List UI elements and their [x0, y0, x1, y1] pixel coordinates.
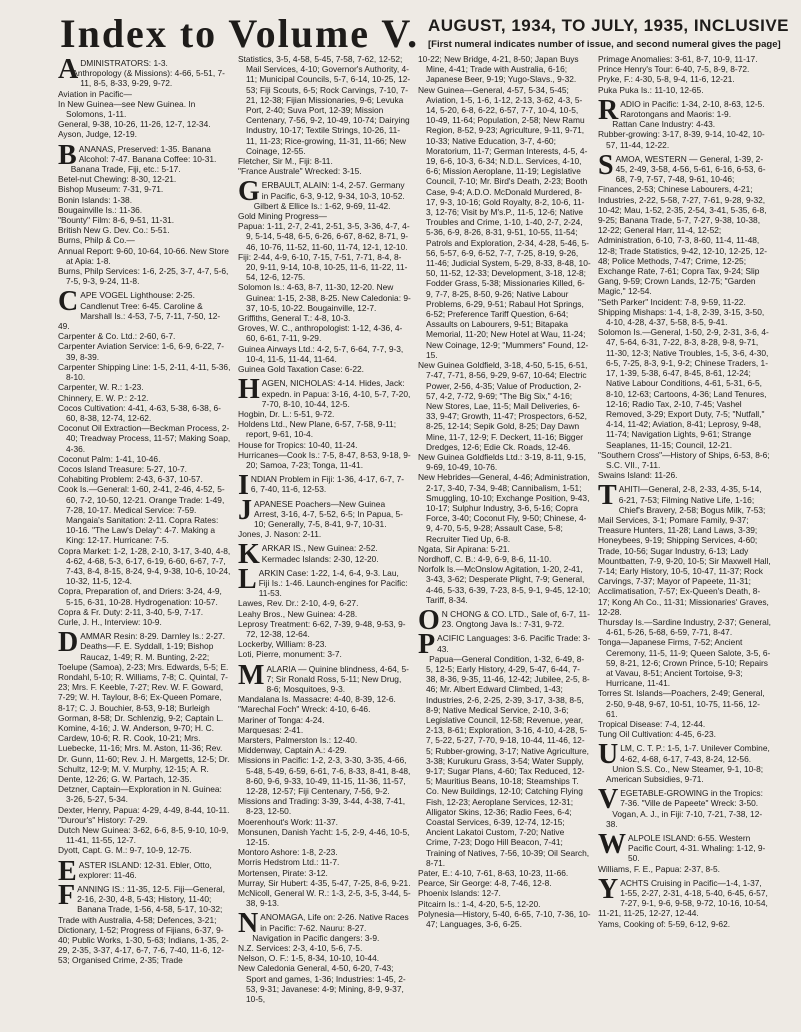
index-entry — [58, 184, 231, 194]
entry-text: N.Z. Services: 2-3, 4-10, 5-6, 7-5. — [238, 943, 363, 954]
entry-text: Cook Is.—General: 1-60, 2-41, 2-46, 4-52, 5-60, 7-2, 10-50, 12-21. Orange Trade: 1-49, 7-28, 10-17. Medical Service: 7-59. Mangaia's Sanitation: 2-11. Copra Rates: 10-16. "The Law's Delay": 4-7. Making a King: 12-17. Hurricane: 7-5. — [58, 484, 225, 546]
entry-text: Phoenix Islands: 12-7. — [418, 888, 501, 899]
index-entry — [58, 174, 231, 184]
index-section-entry — [58, 855, 231, 887]
entry-text: Carpenter & Co. Ltd.: 2-60, 6-7. — [58, 331, 176, 342]
index-entry — [418, 554, 591, 564]
index-entry — [238, 796, 411, 816]
entry-text: Cohabiting Problem: 2-43, 6-37, 10-57. — [58, 474, 203, 485]
entry-text: ALPOLE ISLAND: 6-55. Western Pacific Court, 4-31. Whaling: 1-12, 9-50. — [628, 833, 766, 864]
index-entry — [238, 953, 411, 963]
entry-text: Marsters, Palmerston Is.: 12-40. — [238, 735, 358, 745]
entry-text: AHITI—General, 2-8, 2-33, 4-35, 5-14, 6-21, 7-53; Filming Native Life, 1-16; Chief's Bravery, 2-58; Bogus Milk, 7-53; Mail Services, 3-1; Pomare Family, 9-37; Treasure Hunters, 11-28; Land Laws, 3-39; Honeybees, 9-19; Shipping Services, 4-60; Trade, 10-56; Sugar Industry, 6-13; Lady Mountbatten, 7-9, 9-20, 10-5; Sir Maxwell Hall, 7-14; Early History, 10-5, 10-47, 11-37; Rock Carvings, 7-37; Mayor of Papeete, 11-31; Acclimatisation, 7-57; Ex-Queen's Death, 8-17; Kong Ah Co., 11-31; Missionaries' Graves, 12-28. — [598, 484, 771, 617]
entry-text: APE VOGEL Lighthouse: 2-25. Candlenut Tree: 6-45. Caroline & Marshall Is.: 4-53, 7-5, 7-11, 7-50, 12-49. — [58, 290, 221, 332]
entry-text: Copra Market: 1-2, 1-28, 2-10, 3-17, 3-40, 4-8, 4-62, 4-68, 5-3, 6-17, 6-19, 6-60, 6-67, 7-7, 7-43, 8-4, 8-15, 8-24, 9-4, 9-38, 10-6, 10-24, 10-32, 11-5, 12-4. — [58, 545, 231, 587]
entry-text: Mariner of Tonga: 4-24. — [238, 714, 325, 725]
index-entry — [238, 221, 411, 252]
index-entry — [238, 933, 411, 943]
drop-cap-letter: K — [238, 539, 260, 571]
entry-text: Griffiths, General T.: 4-8, 10-3. — [238, 313, 351, 324]
entry-text: Papua—General Condition, 1-32, 6-49, 8-5, 12-5; Early History, 4-29, 5-47, 6-44, 7-38, 8-36, 9-35, 11-46, 12-42; Jubilee, 2-5, 8-46; Mr. Albert Edward Climbed, 1-43; Industries, 2-6, 2-25, 2-39, 3-17, 3-38, 8-5, 8-9; Native Medical Service, 2-10, 3-6; Legislative Council, 12-58; Revenue, year, 2-13, 8-61; Exploration, 3-16, 4-10, 4-28, 5-7, 5-22, 5-27, 7-70, 9-18, 10-44, 11-46, 12-5; Rubber-growing, 3-17; Native Agriculture, 3-38; Kurukuru Grass, 3-54; Water Supply, 9-17; Sugar Plans, 4-60; Tax Reduced, 12-5; Mauritius Beans, 10-18; Steamships T. Co. New Buildings, 12-10; Catching Flying Fish, 12-23; Aeroplane Services, 12-31; Alligator Skins, 12-36; Radio Fees, 6-4; Coastal Services, 6-39, 12-74, 12-15; Ancient Lakatoi Custom, 7-20; Native Crime, 7-23; Dogo Hill Beacon, 7-41; Training of Natives, 7-56, 10-39; Oil Search, 8-71. — [426, 653, 590, 868]
entry-text: Betel-nut Chewing: 8-30, 12-21. — [58, 174, 177, 185]
numbering-note: [First numeral indicates number of issue, and second numeral gives the page] — [428, 39, 781, 50]
index-entry — [238, 313, 411, 323]
drop-cap-letter: P — [418, 629, 436, 661]
index-entry — [238, 715, 411, 725]
entry-text: ERBAULT, ALAIN: 1-4, 2-57. Germany in Pacific, 6-3, 9-12, 9-34, 10-3, 10-52. — [261, 180, 405, 201]
index-entry — [58, 331, 231, 341]
index-column-3 — [418, 54, 591, 1026]
index-entry — [238, 409, 411, 419]
entry-text: Curle, J. H., Interview: 10-9. — [58, 616, 162, 627]
entry-text: Dexter, Henry, Papua: 4-29, 4-49, 8-44, 10-11. — [58, 804, 230, 815]
entry-text: Gold Mining Progress— — [238, 211, 327, 222]
date-range: AUGUST, 1934, TO JULY, 1935, INCLUSIVE — [428, 16, 790, 35]
entry-text: "Durour's" History: 7-29. — [58, 814, 148, 825]
entry-text: Aviation in Pacific— — [58, 88, 132, 99]
index-entry — [238, 529, 411, 539]
entry-text: Fletcher, Sir M., Fiji: 8-11. — [238, 156, 333, 167]
index-entry — [598, 764, 771, 784]
entry-text: Chinnery, E. W. P.: 2-12. — [58, 392, 149, 403]
entry-text: 10-22; New Bridge, 4-21, 8-50; Japan Buys Mine, 4-41; Trade with Australia, 6-16; Japanese Beer, 9-19; Yugo-Slavs., 9-32. — [418, 54, 579, 85]
entry-text: British New G. Dev. Co.: 5-51. — [58, 225, 170, 236]
index-entry — [598, 470, 771, 480]
entry-text: New Hebrides—General, 4-46; Administration, 2-17, 3-40, 7-34, 9-48; Cannibalism, 1-51; Smuggling, 10-10; Exchange Position, 9-43, 10-17; Sulphur Industry, 3-6, 5-16; Copra Force, 3-40; Coconut Fly, 9-50; Chinese, 4-9, 4-70, 5-5, 9-28; Assault Case, 5-8; Recruiter Tied Up, 6-8. — [418, 472, 590, 544]
index-entry — [418, 899, 591, 909]
drop-cap-letter: F — [58, 880, 76, 912]
index-entry — [598, 119, 771, 129]
entry-text: ADIO in Pacific: 1-34, 2-10, 8-63, 12-5. Rarotongans and Maoris: 1-9. — [620, 98, 765, 120]
entry-text: Murray, Sir Hubert: 4-35, 5-47, 7-25, 8-6, 9-21. — [238, 877, 411, 888]
entry-text: Solomon Is.—General, 1-50, 2-9, 2-31, 3-6, 4-47, 5-64, 6-31, 7-22, 8-3, 8-28, 9-8, 9-71, 11-30, 12-3; Native Troubles, 1-5, 3-6, 4-30, 6-5, 7-25, 8-3, 9-1, 9-2; Chinese Traders, 1-17, 1-39, 5-38, 6-47, 8-45, 8-61, 12-24; Native Labour Conditions, 4-61, 5-31, 6-5, 8-10, 12-63; Cartoons, 4-36; Land Tenures, 12-16; Radio Tax, 2-10, 7-45; Vashel Removed, 3-29; Export Duty, 7-5; "Nutfall," 4-14, 11-42; Aviation, 8-41; Leprosy, 9-48, 11-74; Navigation Lights, 9-61; Strange Seaplanes, 11-15; Council, 12-21. — [598, 327, 769, 450]
index-entry — [418, 472, 591, 543]
index-entry — [58, 164, 231, 174]
entry-text: Bougainville Is.: 11-36. — [58, 204, 143, 215]
index-entry — [58, 195, 231, 205]
index-entry — [58, 474, 231, 484]
entry-text: Papua: 1-11, 2-7, 2-41, 2-51, 3-5, 3-36, 4-7, 4-9, 5-14, 5-48, 6-5, 6-26, 6-67, 8-62, 8-71, 9-46, 10-76, 11-52, 11-60, 11-74, 12-1, 12-10. — [238, 221, 410, 252]
index-entry — [58, 266, 231, 286]
index-entry — [418, 878, 591, 888]
drop-cap-letter: E — [58, 855, 77, 887]
index-entry — [58, 341, 231, 361]
index-entry — [58, 246, 231, 266]
index-section-entry — [598, 784, 771, 816]
entry-text: Solomon Is.: 4-63, 8-7, 11-30, 12-20. New Guinea: 1-15, 2-38, 8-25. New Caledonia: 9-37, 10-5, 10-22. Bougainville, 12-7. — [238, 282, 411, 313]
entry-text: Williams, F. E., Papua: 2-37, 8-5. — [598, 863, 720, 874]
drop-cap-letter: U — [598, 739, 619, 771]
drop-cap-letter: H — [238, 374, 260, 406]
entry-text: Carpenter Shipping Line: 1-5, 2-11, 4-11, 5-36, 8-10. — [58, 361, 231, 383]
entry-text: EGETABLE-GROWING in the Tropics: 7-36. "Ville de Papeete" Wreck: 3-50. — [620, 788, 763, 809]
drop-cap-letter: G — [238, 176, 260, 208]
index-section-entry — [238, 659, 411, 695]
entry-text: Anthropology (& Missions): 4-66, 5-51, 7-11, 8-5, 8-33, 9-29, 9-72. — [72, 68, 225, 89]
index-entry — [238, 156, 411, 166]
index-section-entry — [58, 627, 231, 785]
index-entry — [58, 129, 231, 139]
entry-text: Rubber-growing: 3-17, 8-39, 9-14, 10-42, 10-57, 11-44, 12-22. — [598, 129, 765, 150]
entry-text: Thursday Is.—Sardine Industry, 2-37; General, 4-61, 5-26, 5-68, 6-59, 7-71, 8-47. — [598, 616, 771, 638]
drop-cap-letter: R — [598, 94, 619, 126]
index-entry — [238, 619, 411, 639]
index-entry — [58, 99, 231, 119]
entry-text: "Marechal Foch" Wreck: 4-10, 6-46. — [238, 704, 371, 715]
index-entry — [238, 649, 411, 659]
index-column-4 — [598, 54, 771, 1026]
entry-text: Montoro Ashore: 1-8, 2-23. — [238, 847, 338, 858]
index-entry — [598, 327, 771, 449]
index-section-entry — [58, 286, 231, 332]
entry-text: AGEN, NICHOLAS: 4-14. Hides, Jack: expedn. in Papua: 3-16, 4-10, 5-7, 7-20, 7-70, 8-10, 10-44, 12-5. — [261, 378, 411, 409]
index-entry — [598, 74, 771, 84]
index-entry — [418, 54, 591, 85]
index-entry — [238, 364, 411, 374]
index-section-entry — [238, 374, 411, 409]
index-entry — [58, 784, 231, 804]
index-section-entry — [598, 149, 771, 297]
index-entry — [238, 755, 411, 796]
entry-text: AMOA, WESTERN — General, 1-39, 2-45, 2-49, 3-58, 4-56, 5-61, 6-16, 6-53, 6-68, 7-9, 7-57, 7-48, 9-61, 10-46; Finances, 2-53; Chinese Labourers, 4-21; Industries, 2-22, 5-58, 7-27, 7-61, 9-28, 9-32, 10-42; Mau, 1-52, 2-35, 2-54, 3-41, 5-35, 6-8, 9-25; Banana Trade, 5-7, 7-27, 9-38, 10-38, 12-22; General Harr, 11-4, 12-52; Administration, 6-10, 7-3, 8-60, 11-4, 11-48, 12-8; Trade Statistics, 9-42, 12-10, 12-25, 12-48; Police Methods, 7-47; Crime, 12-25; Exchange Rate, 7-61; Copra Tax, 9-24; Slip Gang, 9-59; Crown Lands, 12-75; "Garden Magic," 12-54. — [598, 153, 767, 297]
index-entry — [238, 725, 411, 735]
index-entry — [418, 452, 591, 472]
index-entry — [598, 719, 771, 729]
entry-text: Carpenter, W. R.: 1-23. — [58, 382, 144, 393]
entry-text: Nordhoff, C. B.: 4-9, 6-9, 8-6, 11-10. — [418, 553, 552, 564]
index-entry — [238, 704, 411, 714]
index-entry — [238, 211, 411, 221]
index-entry — [238, 827, 411, 847]
index-entry — [238, 440, 411, 450]
index-entry — [58, 89, 231, 99]
entry-text: Bishop Museum: 7-31, 9-71. — [58, 184, 164, 195]
entry-text: Tropical Disease: 7-4, 12-44. — [598, 719, 706, 729]
entry-text: Fiji: 2-44, 4-9, 6-10, 7-15, 7-51, 7-71, 8-4, 8-20, 9-11, 9-14, 10-8, 10-25, 11-6, 11-22, 11-54, 12-6, 12-75. — [238, 251, 408, 283]
index-entry — [58, 845, 231, 855]
entry-text: Moerenhout's Work: 11-37. — [238, 816, 338, 827]
entry-text: ACIFIC Languages: 3-6. Pacific Trade: 3-43. — [437, 633, 591, 654]
entry-text: Missions and Trading: 3-39, 3-44, 4-38, 7-41, 8-23, 12-50. — [238, 796, 406, 817]
entry-text: Coconut Oil Extraction—Beckman Process, 2-40; Treadway Process, 11-57; Making Soap, 4-36. — [58, 423, 231, 454]
index-entry — [238, 943, 411, 953]
entry-text: ALARIA — Quinine blindness, 4-64, 5-7; Sir Ronald Ross, 5-11; New Drug, 8-6; Mosquitoes, 9-3. — [266, 663, 409, 694]
entry-text: "Bounty" Film: 8-6, 9-51, 11-31. — [58, 215, 175, 226]
drop-cap-letter: L — [238, 563, 257, 595]
index-column-1 — [58, 54, 231, 1026]
entry-text: Holdens Ltd., New Plane, 6-57, 7-58, 9-11; report, 9-61, 10-4. — [238, 419, 397, 440]
index-section-entry — [418, 629, 591, 661]
entry-text: Swains Island: 11-26. — [598, 470, 678, 481]
entry-text: Torres St. Islands—Poachers, 2-49; General, 2-50, 9-48, 9-67, 10-51, 10-75, 11-56, 12-61. — [598, 688, 765, 719]
drop-cap-letter: V — [598, 784, 619, 816]
entry-text: Loti, Pierre, monument: 3-7. — [238, 649, 342, 660]
index-entry — [238, 878, 411, 888]
entry-text: Coconut Palm: 1-41, 10-46. — [58, 453, 161, 464]
entry-text: Dutch New Guinea: 3-62, 6-6, 8-5, 9-10, 10-9, 11-41, 11-55, 12-7. — [58, 825, 229, 846]
entry-text: ANOMAGA, Life on: 2-26. Native Races in Pacific: 7-62. Nauru: 8-27. — [260, 912, 409, 933]
entry-text: Banana Trade, Fiji, etc.: 5-17. — [70, 164, 181, 175]
entry-text: Groves, W. C., anthropologist: 1-12, 4-36, 4-60, 6-61, 7-11, 9-29. — [238, 323, 403, 344]
drop-cap-letter: Y — [598, 873, 619, 905]
index-entry — [238, 847, 411, 857]
index-entry — [238, 252, 411, 283]
entry-text: ANANAS, Preserved: 1-35. Banana Alcohol: 7-47. Banana Coffee: 10-31. — [78, 143, 217, 164]
index-section-entry — [598, 739, 771, 771]
entry-text: APANESE Poachers—New Guinea Arrest, 3-16, 4-7, 5-52, 6-5; In Papua, 5-10; Generally, 7-5, 8-41, 9-7, 10-31. — [254, 498, 403, 529]
entry-text: Monsunen, Danish Yacht: 1-5, 2-9, 4-46, 10-5, 12-15. — [238, 826, 410, 848]
index-entry — [238, 450, 411, 470]
drop-cap-letter: S — [598, 149, 614, 181]
index-entry — [58, 205, 231, 215]
entry-text: Gilbert & Ellice Is.: 1-62, 9-69, 11-42. — [253, 200, 391, 211]
entry-text: Jones, J. Nason: 2-11. — [238, 529, 322, 540]
index-section-entry — [58, 880, 231, 966]
entry-text: Mandalana Is. Massacre: 4-40, 8-39, 12-6. — [238, 694, 396, 705]
index-entry — [58, 119, 231, 129]
entry-text: AMMAR Resin: 8-29. Darnley Is.: 2-27. Deaths—F. E. Syddall, 1-19; Bishop Raucaz, 1-49; R. M. Bunting, 2-22; Toelupe (Samoa), 2-23; Mrs. Edwards, 5-5; E. Rondahl, 5-10; R. Williams, 7-8; C. Quintal, 7-23; Mrs. F. Keeble, 7-27; Rev. W. F. Goward, 7-29; W. H. Taylour, 8-6; Ex-Queen Pomare, 8-17; C. J. Bouchier, 8-53, 9-18; Burleigh Gorman, 8-58; Dr. Schlenzig, 9-2; Captain L. Komine, 4-16; J. W. Anderson, 9-70; H. C. Cardew, 10-6; R. R. Cook, 10-21; Mrs. Luebecke, 11-16; Mrs. M. Aston, 11-36; Rev. Dr. Gunn, 11-60; Rev. J. H. Margetts, 12-5; Dr. Schultz, 12-9; M. V. Murphy, 12-15; A. R. Dente, 12-26; G. W. Partach, 12-35. — [58, 631, 230, 785]
index-entry — [58, 68, 231, 88]
index-entry — [418, 544, 591, 554]
index-entry — [58, 235, 231, 245]
entry-text: Ngata, Sir Apirana: 5-21. — [418, 543, 510, 554]
index-entry — [58, 215, 231, 225]
index-entry — [238, 201, 411, 211]
entry-text: Pryke, F.: 4-30, 5-8, 9-4, 11-6, 12-21. — [598, 74, 735, 85]
index-column-2 — [238, 54, 411, 1026]
entry-text: Marquesas: 2-41. — [238, 724, 304, 735]
entry-text: "Southern Cross"—History of Ships, 6-53, 8-6; S.C. VII., 7-11. — [598, 449, 770, 470]
entry-text: Nelson, O. F.: 1-5, 8-34, 10-10, 10-44. — [238, 953, 380, 964]
index-entry — [598, 688, 771, 719]
index-entry — [418, 360, 591, 452]
index-entry — [238, 344, 411, 364]
drop-cap-letter: W — [598, 829, 626, 861]
index-entry — [598, 64, 771, 74]
entry-text: Norfolk Is.—McOnslow Agitation, 1-20, 2-41, 3-43, 3-62; Desperate Plight, 7-9; General, 4-46, 5-33, 6-39, 7-23, 8-5, 9-1, 9-45, 12-10; Tariff, 8-34. — [418, 564, 591, 605]
entry-text: Middenway, Captain A.: 4-29. — [238, 745, 347, 756]
index-entry — [598, 864, 771, 874]
index-entry — [418, 654, 591, 868]
index-section-entry — [598, 829, 771, 864]
entry-text: New Guinea—General, 4-57, 5-34, 5-45; Aviation, 1-5, 1-6, 1-12, 2-13, 3-62, 4-3, 5-14, 5-20, 6-8, 6-22, 6-57, 7-7, 10-4, 10-5, 10-49, 11-64; Population, 2-58; New Ramu Region, 8-52, 9-23; Agriculture, 9-11, 9-71, 10-33; Native Education, 3-7, 4-60; Moratorium, 11-7; German Interests, 4-5, 4-19, 6-6, 10-3, 6-34; N.D.L. Services, 4-10, 6-6; Mission Aeroplane, 11-19; Legislative Council, 7-10; Mr. Bird's Death, 2-23; Booth Case, 9-4; A.D.O. McDonald Murdered, 8-17, 9-3, 10-16; Gold Royalty, 8-2, 10-6, 11-3, 12-76; Visit by M's.P., 11-5, 12-6; Native Troubles and Crime, 1-10, 1-40, 2-7, 2-24, 5-36, 6-9, 8-26, 8-31, 9-51, 10-55, 11-54; Patrols and Exploration, 2-34, 4-28, 5-46, 5-56, 5-57, 6-9, 6-52, 7-7, 7-25, 8-19, 9-26, 11-46; Judicial System, 5-29, 8-33, 8-48, 10-50, 11-52, 12-33; Development, 3-18, 12-8; Fodder Grass, 5-38; Missionaries Killed, 6-9, 7-7, 8-25, 8-50, 9-26; Native Labour Problems, 6-29, 9-51; Rabaul Hot Springs, 6-52; Preference Tariff Question, 6-64; Assaults on Labourers, 9-51; Bitapaka Memorial, 11-20; New Hotel at Wau, 11-24; New Coinage, 12-9; "Mummers" Found, 12-15. — [418, 84, 591, 360]
entry-text: DMINISTRATORS: 1-3. — [80, 58, 168, 68]
entry-text: Carpenter Aviation Service: 1-6, 6-9, 6-22, 7-39, 8-39. — [58, 341, 225, 362]
index-entry — [598, 129, 771, 149]
entry-text: Primage Anomalies: 3-61, 8-7, 10-9, 11-17. — [598, 54, 758, 64]
index-section-entry — [238, 539, 411, 571]
entry-text: House for Tropics: 10-40, 11-24. — [238, 439, 358, 450]
entry-text: General, 9-38, 10-26, 11-26, 12-7, 12-34. — [58, 119, 211, 130]
entry-text: Missions in Pacific: 1-2, 2-3, 3-30, 3-35, 4-66, 5-48, 5-49, 6-59, 6-61, 7-6, 8-33, 8-41, 8-48, 8-60, 9-6, 9-33, 10-49, 11-15, 11-36, 11-57, 12-28, 12-57; Fiji Centenary, 7-56, 9-2. — [238, 755, 411, 797]
index-entry — [238, 609, 411, 619]
index-entry — [58, 403, 231, 423]
index-entry — [238, 419, 411, 439]
entry-text: Pearce, Sir George: 4-8, 7-46, 12-8. — [418, 878, 552, 889]
drop-cap-letter: A — [58, 54, 79, 85]
index-entry — [598, 85, 771, 95]
entry-text: ACHTS Cruising in Pacific—1-4, 1-37, 1-55, 2-27, 2-31, 4-18, 5-40, 6-45, 6-57, 7-27, 9-1, 9-6, 9-58, 9-72, 10-16, 10-54, 11-21, 11-25, 12-27, 12-44. — [598, 877, 768, 919]
index-section-entry — [598, 873, 771, 919]
entry-text: Mortensen, Pirate: 3-12. — [238, 867, 328, 878]
index-entry — [238, 282, 411, 313]
entry-text: Morris Hedstrom Ltd.: 11-7. — [238, 857, 340, 868]
entry-text: Pater, E.: 4-10, 7-61, 8-63, 10-23, 11-66. — [418, 868, 569, 879]
index-entry — [238, 323, 411, 343]
entry-text: Bonin Islands: 1-38. — [58, 194, 133, 205]
entry-text: Union S.S. Co., New Steamer, 9-1, 10-8; American Subsidies, 9-71. — [606, 763, 764, 785]
index-entry — [58, 617, 231, 627]
entry-text: Burns, Philp Services: 1-6, 2-25, 3-7, 4-7, 5-6, 7-5, 9-3, 9-24, 11-8. — [58, 266, 229, 287]
entry-text: Copra & Fr. Duty: 2-11, 3-40, 5-9, 7-17. — [58, 606, 204, 617]
entry-text: Hogbin, Dr. L.: 5-51, 9-72. — [238, 408, 335, 419]
entry-text: Ayson, Judge, 12-19. — [58, 129, 137, 140]
entry-text: New Guinea Goldfields Ltd.: 3-19, 8-11, 9-15, 9-69, 10-49, 10-76. — [418, 451, 586, 473]
entry-text: Lockerby, William: 8-23. — [238, 639, 327, 650]
index-entry — [238, 694, 411, 704]
index-entry — [238, 817, 411, 827]
index-entry — [418, 564, 591, 605]
index-entry — [598, 297, 771, 307]
index-entry — [598, 617, 771, 637]
index-entry — [238, 857, 411, 867]
index-entry — [418, 868, 591, 878]
index-entry — [598, 54, 771, 64]
index-entry — [238, 639, 411, 649]
entry-text: NDIAN Problem in Fiji: 1-36, 4-17, 6-7, 7-6, 7-40, 11-6, 12-53. — [250, 474, 405, 495]
index-entry — [58, 225, 231, 235]
index-entry — [598, 729, 771, 739]
entry-text: Tung Oil Cultivation: 4-45, 6-23. — [598, 729, 716, 740]
entry-text: Guinea Gold Taxation Case: 6-22. — [238, 364, 365, 375]
entry-text: Cocos Island Treasure: 5-27, 10-7. — [58, 463, 187, 474]
index-section-entry — [598, 480, 771, 617]
index-entry — [58, 825, 231, 845]
entry-text: Rattan Cane Industry: 4-43. — [612, 119, 716, 130]
entry-text: Cocos Cultivation: 4-41, 4-63, 5-38, 6-38, 6-60, 8-38, 12-74, 12-62. — [58, 402, 221, 423]
entry-text: N CHONG & CO. LTD., Sale of, 6-7, 11-23. Ongtong Java Is.: 7-31, 9-72. — [441, 608, 590, 630]
index-entry — [238, 735, 411, 745]
drop-cap-letter: C — [58, 286, 79, 318]
index-entry — [58, 607, 231, 617]
entry-text: Prince Henry's Tour: 6-40, 7-5, 8-9, 8-72. — [598, 64, 750, 75]
entry-text: Leprosy Treatment: 6-62, 7-39, 9-48, 9-53, 9-72, 12-38, 12-64. — [238, 618, 406, 639]
entry-text: ARKIN Case: 1-22, 1-4, 6-4, 9-3. Lau, Fiji Is.: 1-46. Launch-engines for Pacific: 11-53. — [258, 567, 408, 599]
entry-text: Tonga—Japanese Firms, 7-52; Ancient Ceremony, 11-5, 11-9; Queen Salote, 3-5, 6-59, 8-21, 12-6; Crown Prince, 5-10; Repairs at Vavau, 8-51; Ancient Tortoise, 9-3; Hurricane, 11-41. — [598, 637, 771, 689]
entry-text: Yams, Cooking of: 5-59, 6-12, 9-62. — [598, 918, 731, 929]
drop-cap-letter: B — [58, 139, 77, 171]
drop-cap-letter: M — [238, 659, 265, 691]
index-section-entry — [238, 494, 411, 530]
entry-text: ARKAR IS., New Guinea: 2-52. Kermadec Islands: 2-30, 12-20. — [261, 543, 379, 564]
entry-text: Burns, Philp & Co.— — [58, 235, 135, 246]
index-entry — [58, 393, 231, 403]
index-entry — [58, 484, 231, 545]
index-section-entry — [238, 470, 411, 502]
entry-text: ANNING IS.: 11-35, 12-5. Fiji—General, 2-16, 2-30, 4-8, 5-43; History, 11-40; Banana Trade, 1-56, 4-58, 5-17, 10-32; Trade with Australia, 4-58; Defences, 3-21; Dictionary, 1-52; Progress of Fijians, 6-37, 9-40; Public Works, 1-30, 5-63; Indians, 1-35, 2-29, 2-35, 3-37, 4-17, 6-7, 7-6, 7-40, 11-6, 12-53; Organised Crime, 2-35; Trade — [58, 884, 229, 966]
index-entry — [58, 464, 231, 474]
entry-text: Dyott, Capt. G. M.: 9-7, 10-9, 12-75. — [58, 845, 192, 856]
entry-text: "Seth Parker" Incident: 7-8, 9-59, 11-22. — [598, 296, 746, 307]
index-entry — [58, 546, 231, 587]
index-entry — [58, 805, 231, 815]
index-entry — [598, 450, 771, 470]
entry-text: New Guinea Goldfield, 3-18, 4-50, 5-15, 6-51, 7-47, 7-71, 8-56, 9-29, 9-67, 10-64; Electric Power, 2-56, 4-35; Value of Production, 2-57, 4-2, 7-72, 9-69; "The Big Six," 4-16; New Stores, Lae, 11-5; Mail Deliveries, 6-33, 9-47; Growth, 11-47; Prospectors, 6-52, 8-25, 12-14; Sepik Gold, 8-25; Day Dawn Mine, 11-7, 12-9; F. Deckert, 11-16; Bigger Dredges, 12-6; Edie Ck. Roads, 12-46. — [418, 360, 588, 452]
drop-cap-letter: I — [238, 470, 249, 502]
entry-text: Hurricanes—Cook Is.: 7-5, 8-47, 8-53, 9-18, 9-20; Samoa, 7-23; Tonga, 11-41. — [238, 449, 411, 470]
entry-text: Detzner, Captain—Exploration in N. Guinea: 3-26, 5-27, 5-34. — [58, 784, 222, 805]
entry-text: Navigation in Pacific dangers: 3-9. — [252, 932, 380, 943]
index-entry — [58, 454, 231, 464]
index-entry — [598, 307, 771, 327]
entry-text: Polynesia—History, 5-40, 6-65, 7-10, 7-36, 10-47; Languages, 3-6, 6-25. — [418, 908, 591, 930]
index-entry — [58, 362, 231, 382]
entry-text: "France Australe" Wrecked: 3-15. — [238, 166, 362, 177]
index-section-entry — [238, 563, 411, 599]
index-entry — [418, 85, 591, 360]
drop-cap-letter: D — [58, 627, 79, 659]
entry-text: Guinea Airways Ltd.: 4-2, 5-7, 6-64, 7-7, 9-3, 10-4, 11-5, 11-44, 11-64. — [238, 343, 404, 364]
index-entry — [58, 382, 231, 392]
drop-cap-letter: N — [238, 908, 259, 940]
index-entry — [238, 54, 411, 156]
index-entry — [238, 745, 411, 755]
entry-text: Lawes, Rev. Dr.: 2-10, 4-9, 6-27. — [238, 598, 359, 609]
drop-cap-letter: O — [418, 604, 440, 636]
entry-text: McNicoll, General W. R.: 1-3, 2-5, 3-5, 3-44, 5-38, 9-13. — [238, 888, 411, 909]
index-entry — [58, 586, 231, 606]
index-entry — [238, 166, 411, 176]
index-entry — [238, 868, 411, 878]
entry-text: ASTER ISLAND: 12-31. Ebler, Otto, explorer: 11-46. — [78, 859, 212, 880]
entry-text: Vogan, A. J., in Fiji: 7-10, 7-21, 7-38, 12-38. — [606, 808, 763, 829]
index-entry — [418, 888, 591, 898]
index-entry — [238, 598, 411, 608]
entry-text: Annual Report: 9-60, 10-64, 10-66. New Store at Apia: 1-8. — [58, 245, 229, 266]
entry-text: Statistics, 3-5, 4-58, 5-45, 7-58, 7-62, 12-52; Mail Services, 4-10; Governor's Authority, 4-11; Municipal Councils, 5-7, 6-14, 10-25, 12-53; Fiji Scouts, 6-5; Rock Carvings, 7-10, 7-21, 12-38; Fijian Missionaries, 9-6; Levuka Port, 2-40; Suva Port, 12-39; Mission Centenary, 7-56, 9-2, 10-49, 10-74; Dairying Industry, 10-17; Textile Strings, 10-26, 11-11, 11-23; Rice-growing, 11-31, 11-66; New Coinage, 12-55. — [238, 54, 411, 156]
entry-text: Shipping Mishaps: 1-4, 1-8, 2-39, 3-15, 3-50, 4-10, 4-28, 4-37, 5-58, 8-5, 9-41. — [598, 306, 765, 328]
entry-text: Leahy Bros., New Guinea: 4-28. — [238, 608, 358, 619]
index-entry — [598, 809, 771, 829]
entry-text: Copra, Preparation of, and Driers: 3-24, 4-9, 5-15, 6-31, 10-28. Hydrogenation: 10-57. — [58, 586, 222, 607]
page-title: Index to Volume V. — [60, 11, 420, 56]
index-entry — [238, 963, 411, 1004]
entry-text: In New Guinea—see New Guinea. In Solomons, 1-11. — [58, 98, 196, 120]
drop-cap-letter: T — [598, 480, 617, 512]
entry-text: Puka Puka Is.: 11-10, 12-65. — [598, 84, 704, 95]
index-entry — [58, 423, 231, 454]
index-columns — [58, 54, 773, 1026]
index-entry — [58, 815, 231, 825]
index-entry — [598, 919, 771, 929]
entry-text: LM, C. T. P.: 1-5, 1-7. Unilever Combine, 4-62, 4-68, 6-17, 7-43, 8-24, 12-56. — [620, 743, 770, 764]
entry-text: Pitcairn Is.: 1-4, 4-20, 5-5, 12-20. — [418, 898, 541, 909]
index-entry — [418, 909, 591, 929]
index-entry — [238, 888, 411, 908]
drop-cap-letter: J — [238, 494, 252, 526]
index-entry — [598, 637, 771, 688]
index-section-entry — [418, 604, 591, 636]
entry-text: New Caledonia General, 4-50, 6-20, 7-43; Sport and games, 1-36; Industries: 1-45, 2-53, 9-31; Javanese: 4-9; Mining, 8-9, 9-37, 10-5, — [238, 963, 406, 1005]
